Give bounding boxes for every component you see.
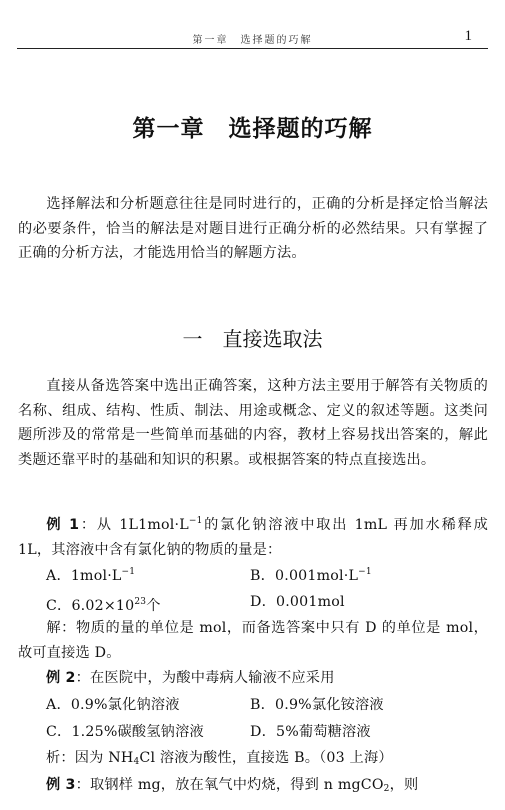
example-1-label: 例 1 <box>46 517 80 533</box>
example-3-question: 例 3：取钢样 mg，放在氧气中灼烧，得到 n mgCO$_2$，则 <box>46 777 419 794</box>
chapter-intro-paragraph: 选择解法和分析题意往往是同时进行的，正确的分析是择定恰当解法的必要条件，恰当的解法是对题目进行正确分析的必然结果。只有掌握了正确的分析方法，才能选用恰当的解题方法。 <box>18 196 488 261</box>
chapter-title: 第一章 选择题的巧解 <box>132 116 373 142</box>
example-2-option-d: D．5%葡萄糖溶液 <box>250 724 371 740</box>
example-1-solution: 解：物质的量的单位是 mol，而备选答案中只有 D 的单位是 mol，故可直接选 D。 <box>18 620 488 661</box>
example-1-option-d: D．0.001mol <box>250 594 345 610</box>
running-title: 第一章 选择题的巧解 <box>192 35 313 46</box>
example-1-question-text-cont: 的氯化钠溶液中取出 1mL 再加水稀释成 1L，其溶液中含有氯化钠的物质的量是： <box>18 517 488 558</box>
example-2-label: 例 2 <box>46 670 76 686</box>
example-1-option-b: B．$0.001mol\cdot L^{-1}$ <box>250 567 372 584</box>
example-1-question <box>18 509 488 562</box>
example-3-label: 例 3 <box>46 777 76 793</box>
unit-superscript: −1 <box>188 516 203 526</box>
section-title: 一 直接选取法 <box>182 327 323 351</box>
example-2-analysis: 析：因为 $NH_4Cl$ 溶液为酸性，直接选 B。（03 上海） <box>46 750 393 767</box>
running-header <box>17 22 488 49</box>
example-1-option-c: C．$6.02\times 10^{23}$个 <box>46 597 161 614</box>
example-2-option-c: C．1.25%碳酸氢钠溶液 <box>46 724 204 740</box>
example-1-question-text: ：从 1L1mol·L <box>79 517 189 533</box>
example-2-question: 例 2：在医院中，为酸中毒病人输液不应采用 <box>46 670 335 686</box>
page-number: 1 <box>464 28 472 44</box>
example-1-option-a: A．$1mol\cdot L^{-1}$ <box>46 567 136 584</box>
example-2-option-a: A．0.9%氯化钠溶液 <box>46 697 180 713</box>
example-2-option-b: B．0.9%氯化铵溶液 <box>250 697 384 713</box>
section-intro-paragraph: 直接从备选答案中选出正确答案，这种方法主要用于解答有关物质的名称、组成、结构、性质、制法、用途或概念、定义的叙述等题。这类问题所涉及的常常是一些简单而基础的内容，教材上容易找出答案的，解此类题还靠平时的基础和知识的积累。或根据答案的特点直接选出。 <box>18 378 488 468</box>
